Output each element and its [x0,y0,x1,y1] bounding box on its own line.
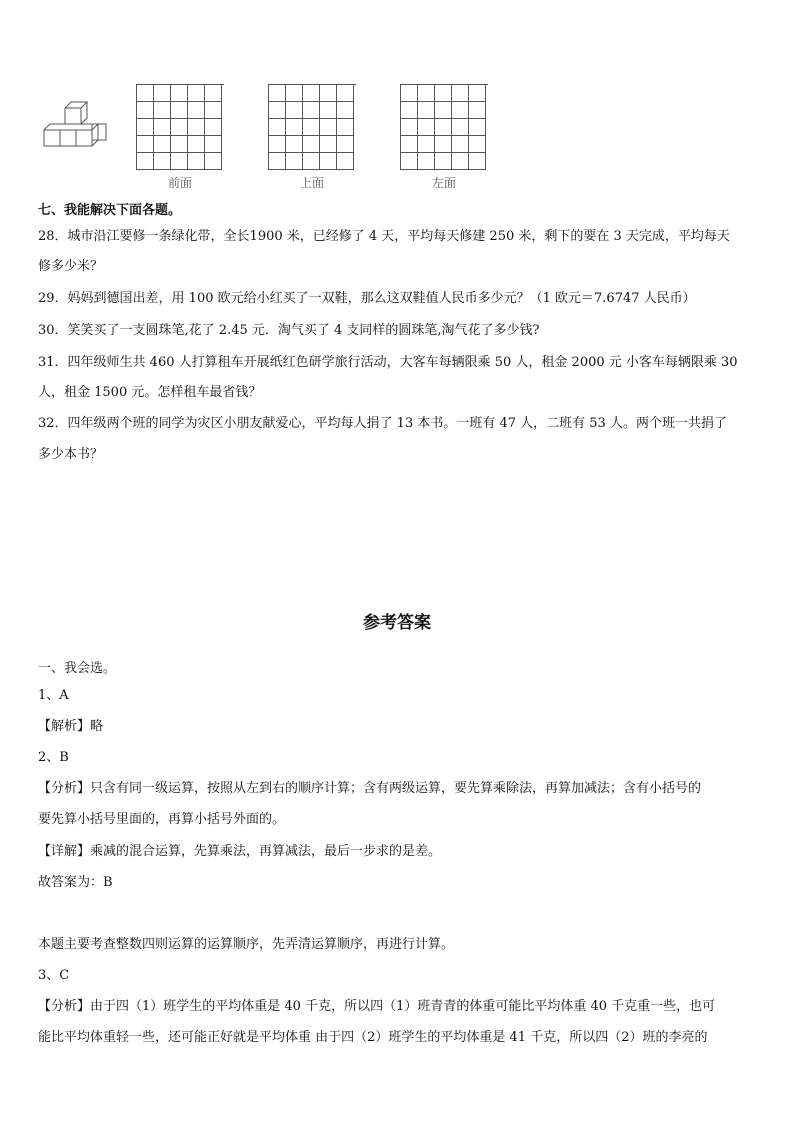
answer-1-analysis: 【解析】略 [38,719,104,734]
answer-2-result: 故答案为：B [38,875,113,890]
answer-1: 1、A [38,688,69,703]
answer-3-analysis-line1: 【分析】由于四（1）班学生的平均体重是 40 千克，所以四（1）班青青的体重可能比平均体重 40 千克重一些，也可 [38,999,716,1014]
answer-2-analysis-line2: 要先算小括号里面的，再算小括号外面的。 [38,812,286,827]
answer-2-note: 本题主要考查整数四则运算的运算顺序，先弄清运算顺序，再进行计算。 [38,937,455,952]
left-view-label: 左面 [431,176,456,190]
front-view-grid [136,84,224,191]
answer-3-analysis-line2: 能比平均体重轻一些，还可能正好就是平均体重 由于四（2）班学生的平均体重是 41 千克，所以四（2）班的李亮的 [38,1030,708,1045]
cube-stack-icon [40,100,110,150]
top-view-label: 上面 [299,176,324,190]
grid-5x5 [400,84,488,170]
answer-2: 2、B [38,750,69,765]
question-31-line2: 人，租金 1500 元。怎样租车最省钱？ [38,385,262,400]
answer-3: 3、C [38,968,70,983]
view-figure [40,80,500,195]
section-heading: 七、我能解决下面各题。 [38,203,182,218]
answer-2-analysis-line1: 【分析】只含有同一级运算，按照从左到右的顺序计算；含有两级运算，要先算乘除法，再算加减法；含有小括号的 [38,781,702,796]
top-view-grid [268,84,356,191]
question-28-line1: 28．城市沿江要修一条绿化带，全长1900 米，已经修了 4 天，平均每天修建 250 米，剩下的要在 3 天完成，平均每天 [38,229,730,244]
answer-2-detail: 【详解】乘减的混合运算，先算乘法，再算减法，最后一步求的是差。 [38,844,442,859]
grid-5x5 [268,84,356,170]
grid-5x5 [136,84,224,170]
question-28-line2: 修多少米？ [38,259,104,274]
question-30: 30．笑笑买了一支圆珠笔,花了 2.45 元．淘气买了 4 支同样的圆珠笔,淘气花了多少钱? [38,323,540,338]
front-view-label: 前面 [167,176,192,190]
left-view-grid [400,84,488,191]
question-29: 29．妈妈到德国出差，用 100 欧元给小红买了一双鞋，那么这双鞋值人民币多少元？（1 欧元＝7.6747 人民币） [38,291,696,306]
question-31-line1: 31．四年级师生共 460 人打算租车开展纸红色研学旅行活动，大客车每辆限乘 50 人，租金 2000 元 小客车每辆限乘 30 [38,355,738,370]
question-32-line2: 多少本书？ [38,447,104,462]
answers-section-heading: 一、我会选。 [38,661,117,676]
answers-title: 参考答案 [363,613,431,633]
question-32-line1: 32．四年级两个班的同学为灾区小朋友献爱心，平均每人捐了 13 本书。一班有 47 人，二班有 53 人。两个班一共捐了 [38,416,727,431]
